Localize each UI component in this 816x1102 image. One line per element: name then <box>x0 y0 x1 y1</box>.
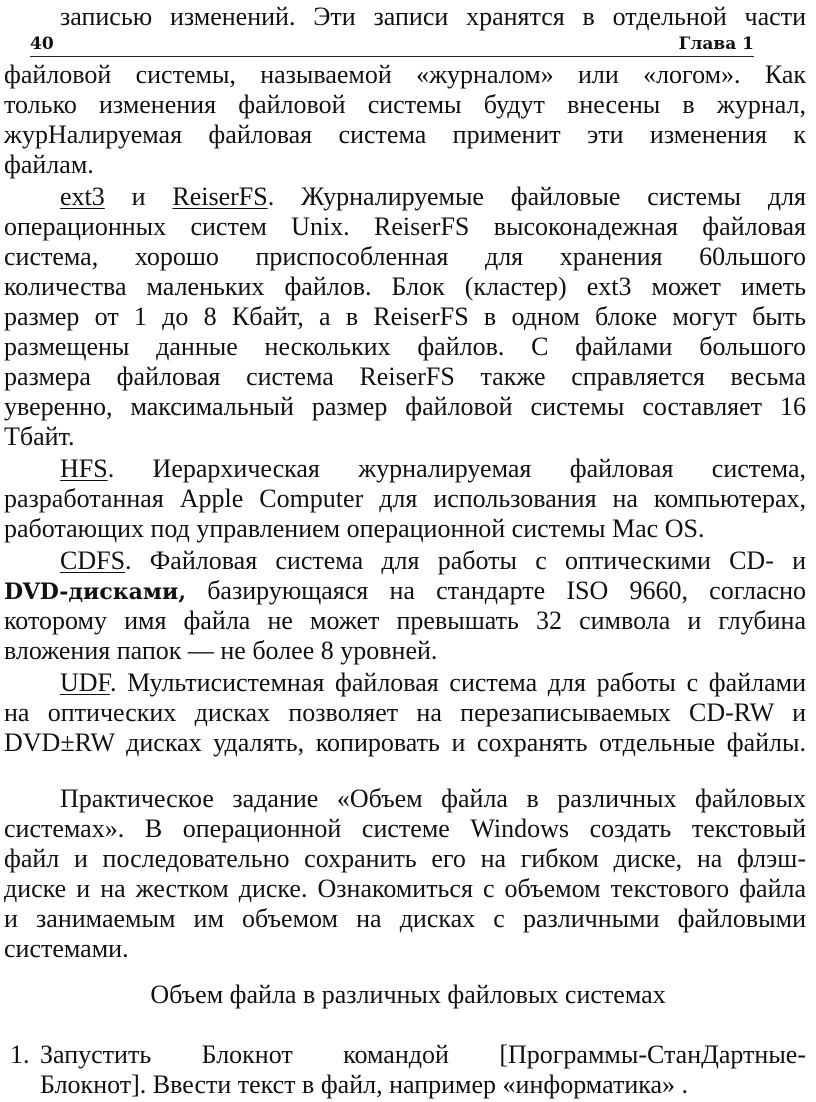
ext3-line-1 <box>60 182 806 212</box>
task-line-6: системами. <box>4 934 129 963</box>
step-1-text-1: Запустить Блокнот командой [Программы-СтанДартные- <box>40 1040 806 1069</box>
cdfs-line-2-rest: базирующаяся на стандарте ISO 9660, согласно <box>207 576 807 605</box>
chapter-title: Глава 1 <box>678 34 754 54</box>
cdfs-line-3: которому имя файла не может превышать 32 символа и глубина <box>4 606 806 635</box>
ext3-line-1-rest: . Журналируемые файловые системы для <box>267 182 807 211</box>
cdfs-line-1-rest: . Файловая система для работы с оптическими CD- и <box>125 546 806 575</box>
journal-line-2: файловой системы, называемой «журналом» или «логом». Как <box>4 60 806 89</box>
term-reiserfs: ReiserFS <box>172 182 268 211</box>
ext3-line-2: операционных систем Unix. ReiserFS высоконадежная файловая <box>4 212 806 241</box>
udf-line-1 <box>60 668 806 698</box>
cdfs-line-4: вложения папок — не более 8 уровней. <box>4 636 438 665</box>
task-line-2: системах». В операционной системе Windows создать текстовый <box>4 814 806 843</box>
journal-line-3: только изменения файловой системы будут внесены в журнал, <box>4 90 806 119</box>
journal-line-1: записью изменений. Эти записи хранятся в отдельной части <box>60 2 806 31</box>
step-1-line-2: Блокнот]. Ввести текст в файл, например «информатика» . <box>40 1070 689 1099</box>
task-line-3: файл и последовательно сохранить его на гибком диске, на флэш- <box>4 844 806 873</box>
ext3-line-5: размер от 1 до 8 Кбайт, а в ReiserFS в одном блоке могут быть <box>4 302 806 331</box>
udf-line-3: DVD±RW дисках удалять, копировать и сохранять отдельные файлы. <box>4 728 806 757</box>
ext3-line-4: количества маленьких файлов. Блок (кластер) ext3 может иметь <box>4 272 806 301</box>
ext3-line-9: Тбайт. <box>4 422 75 451</box>
task-line-4: диске и на жестком диске. Ознакомиться с объемом текстового файла <box>4 874 806 903</box>
cdfs-line-1 <box>60 546 806 576</box>
ext3-line-6: размещены данные нескольких файлов. С файлами большого <box>4 332 806 361</box>
hfs-line-1-rest: . Иерархическая журналируемая файловая система, <box>107 454 806 483</box>
journal-line-5: файлам. <box>4 150 94 179</box>
step-1-number: 1. <box>10 1040 30 1069</box>
hfs-line-3: работающих под управлением операционной системы Mac OS. <box>4 514 705 543</box>
hfs-line-1 <box>60 454 806 484</box>
conjunction: и <box>131 182 146 211</box>
task-line-1: Практическое задание «Объем файла в различных файловых <box>60 784 806 813</box>
ext3-line-3: система, хорошо приспособленная для хранения 60льшого <box>4 242 806 271</box>
running-header <box>30 32 754 57</box>
ext3-line-7: размера файловая система ReiserFS также справляется весьма <box>4 362 806 391</box>
term-cdfs: CDFS <box>60 546 126 575</box>
term-hfs: HFS <box>60 454 108 483</box>
udf-line-2: на оптических дисках позволяет на перезаписываемых CD-RW и <box>4 698 806 727</box>
term-ext3: ext3 <box>60 182 105 211</box>
task-line-5: и занимаемым им объемом на дисках с различными файловыми <box>4 904 806 933</box>
dvd-disks-bold: DVD-дисками, <box>4 579 186 605</box>
hfs-line-2: разработанная Apple Computer для использования на компьютерах, <box>4 484 806 513</box>
section-heading: Объем файла в различных файловых системах <box>150 980 666 1009</box>
page-number: 40 <box>30 34 54 54</box>
ext3-line-8: уверенно, максимальный размер файловой системы составляет 16 <box>4 392 806 421</box>
journal-line-4: журНалируемая файловая система применит эти изменения к <box>4 120 806 149</box>
term-udf: UDF <box>60 668 110 697</box>
udf-line-1-rest: . Мультисистемная файловая система для работы с файлами <box>109 668 806 697</box>
cdfs-line-2 <box>4 576 806 607</box>
